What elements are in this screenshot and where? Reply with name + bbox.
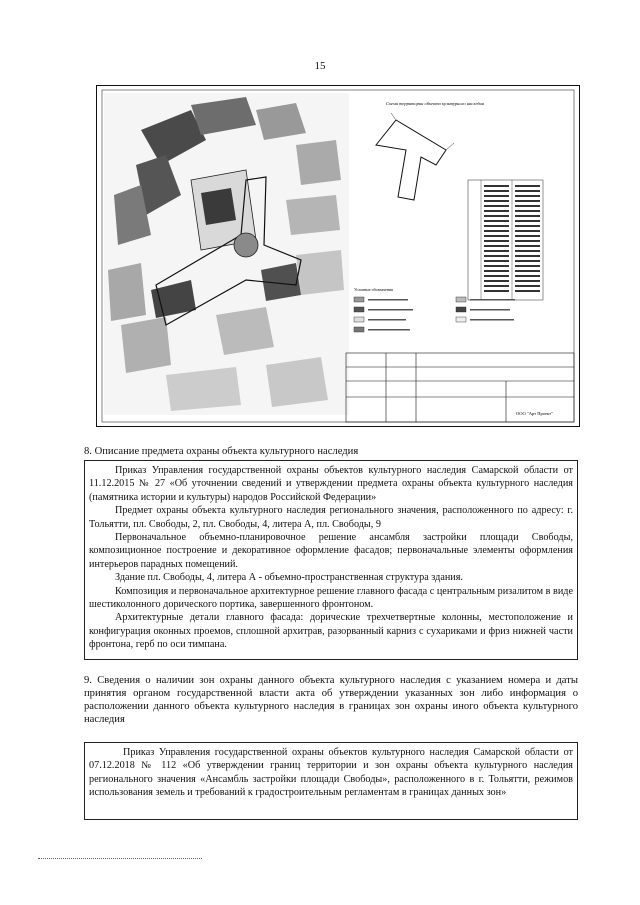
paragraph: Приказ Управления государственной охраны объектов культурного наследия Самарской области от 07.12.2018 № 112 «Об утверждении границ территории и зон охраны объекта культурного наследия регионального значения «Ансамбль застройки площади Свободы», расположенного в г. Тольятти, режимов использования земель и требований к градостроительным регламентам в границах данных зон»: [89, 747, 573, 799]
section-8-title: 8. Описание предмета охраны объекта культурного наследия: [84, 446, 359, 457]
section-9-title: 9. Сведения о наличии зон охраны данного объекта культурного наследия с указанием номера и даты принятия органом государственной власти акта об утверждении указанных зон либо информация о расположении данного объекта культурного наследия в границах зон охраны иного объекта культурного наследия: [84, 675, 578, 725]
paragraph: Первоначальное объемно-планировочное решение ансамбля застройки площади Свободы, композиционное построение и декоративное оформление фасадов; первоначальные элементы оформления интерьеров парадных помещений.: [89, 532, 573, 570]
footer-dotted-line: [38, 858, 202, 859]
legend-title: Условные обозначения: [354, 287, 393, 292]
site-plan-drawing: [96, 85, 580, 427]
map-area: [104, 93, 349, 415]
page-number: 15: [314, 60, 326, 72]
drawing-title: Схема территории объекта культурного наследия: [386, 101, 484, 106]
stamp-org: ООО "Арт Проект": [516, 411, 553, 416]
paragraph: Здание пл. Свободы, 4, литера А - объемно-пространственная структура здания.: [115, 572, 463, 584]
paragraph: Предмет охраны объекта культурного наследия регионального значения, расположенного по адресу: г. Тольятти, пл. Свободы, 2, пл. Свободы, 4, литера А, пл. Свободы, 9: [89, 505, 573, 530]
paragraph: Архитектурные детали главного фасада: дорические трехчетвертные колонны, местоположение и конфигурация оконных проемов, сплошной архитрав, разорванный карниз с сухариками и фриз нижней части фронтона, герб по оси тимпана.: [89, 612, 573, 651]
section-8-box: [84, 460, 578, 660]
paragraph: Приказ Управления государственной охраны объектов культурного наследия Самарской области от 11.12.2015 № 27 «Об уточнении сведений и утверждении предмета охраны объекта культурного наследия (памятника истории и культуры) народов Российской Федерации»: [89, 465, 573, 503]
section-9-box: [84, 742, 578, 820]
paragraph: Композиция и первоначальное архитектурное решение главного фасада с центральным ризалитом в виде шестиколонного дорического портика, завершенного фронтоном.: [89, 585, 573, 611]
